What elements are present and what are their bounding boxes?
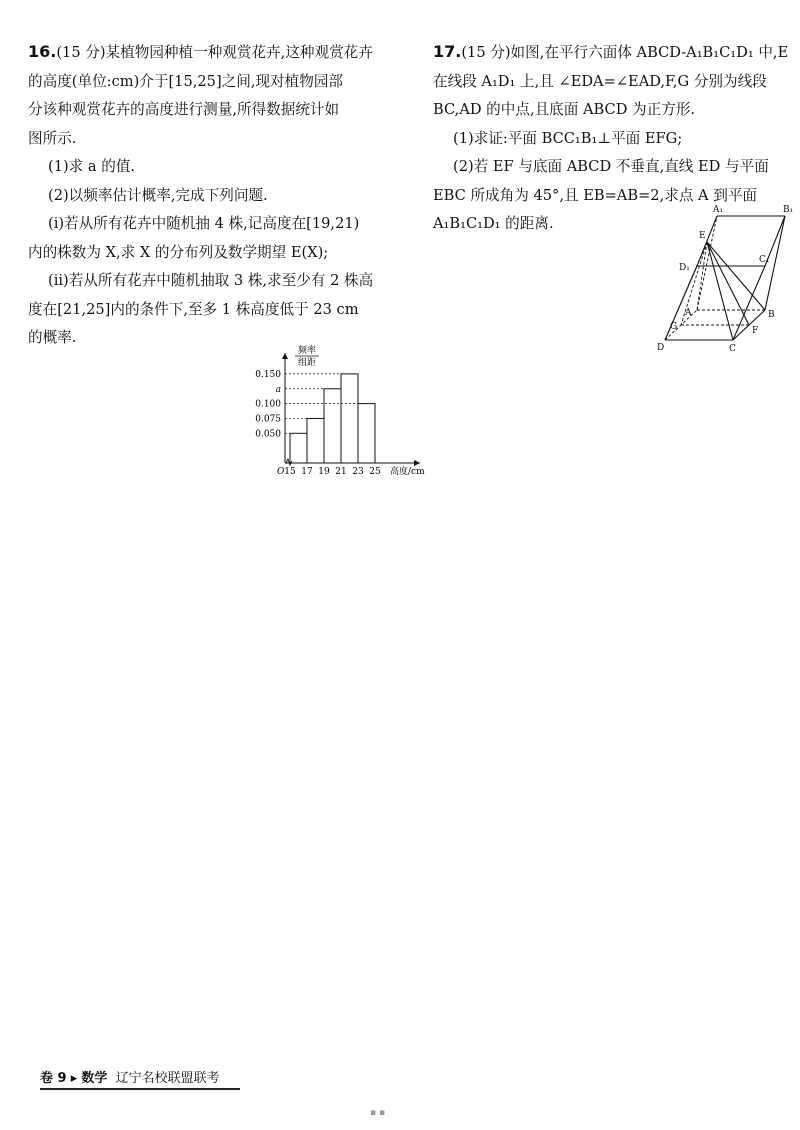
histogram-bar xyxy=(341,374,358,463)
q16-line-4: (1)求 a 的值. xyxy=(48,158,136,175)
y-tick-label: 0.050 xyxy=(255,429,281,440)
footer-divider xyxy=(40,1088,240,1090)
origin-label: O xyxy=(277,467,285,477)
q16-line-7: 内的株数为 X,求 X 的分布列及数学期望 E(X); xyxy=(28,243,329,261)
histogram-bar xyxy=(324,389,341,463)
q16-line-6: (i)若从所有花卉中随机抽 4 株,记高度在[19,21) xyxy=(48,215,360,232)
label-B: B xyxy=(768,310,775,320)
y-tick-label: 0.075 xyxy=(255,414,281,425)
label-E: E xyxy=(699,231,706,241)
label-F: F xyxy=(752,326,759,336)
footer-subject: 数学 xyxy=(81,1071,108,1086)
x-tick-label: 21 xyxy=(335,467,347,477)
q17-line-5: EBC 所成角为 45°,且 EB=AB=2,求点 A 到平面 xyxy=(433,186,758,204)
q16-number: 16. xyxy=(28,42,57,61)
footer xyxy=(40,1067,220,1086)
footer-volume: 卷 9 xyxy=(40,1071,67,1086)
q16-line-8: (ii)若从所有花卉中随机抽取 3 株,求至少有 2 株高 xyxy=(48,272,374,289)
x-tick-label: 17 xyxy=(301,467,313,477)
x-axis-arrow xyxy=(414,460,420,466)
label-C: C xyxy=(729,344,736,352)
q17-line-2: BC,AD 的中点,且底面 ABCD 为正方形. xyxy=(433,101,696,118)
q17-line-1: 在线段 A₁D₁ 上,且 ∠EDA=∠EAD,F,G 分别为线段 xyxy=(433,72,767,90)
parallelepiped-figure xyxy=(655,202,793,352)
x-tick-label: 23 xyxy=(352,467,364,477)
q16-line-1: 的高度(单位:cm)介于[15,25]之间,现对植物园部 xyxy=(28,72,344,90)
label-D: D xyxy=(657,343,665,352)
q17-line-6: A₁B₁C₁D₁ 的距离. xyxy=(433,215,554,232)
y-axis-label-bottom: 组距 xyxy=(297,358,317,368)
q17-line-4: (2)若 EF 与底面 ABCD 不垂直,直线 ED 与平面 xyxy=(453,158,769,175)
axis-break xyxy=(286,459,292,465)
q16-line-2: 分该种观赏花卉的高度进行测量,所得数据统计如 xyxy=(28,101,340,118)
histogram-bar xyxy=(358,404,375,463)
q17-line-3: (1)求证:平面 BCC₁B₁⊥平面 EFG; xyxy=(453,129,683,147)
q16-line-0: 16.(15 分)某植物园种植一种观赏花卉,这种观赏花卉 xyxy=(28,42,373,61)
label-D1: D₁ xyxy=(679,263,690,273)
x-tick-label: 19 xyxy=(318,467,330,477)
label-G: G xyxy=(670,322,678,332)
q16-line-5: (2)以频率估计概率,完成下列问题. xyxy=(48,186,268,204)
label-C1: C₁ xyxy=(759,255,770,265)
y-tick-label: a xyxy=(275,384,281,395)
q17-number: 17. xyxy=(433,42,462,61)
y-axis-label-top: 频率 xyxy=(297,346,317,356)
y-tick-label: 0.150 xyxy=(255,369,281,380)
label-A: A xyxy=(685,308,692,318)
y-tick-label: 0.100 xyxy=(255,399,281,410)
footer-arrow-icon: ▸ xyxy=(70,1071,78,1086)
q16-line-10: 的概率. xyxy=(28,329,77,346)
footer-publisher: 辽宁名校联盟联考 xyxy=(115,1071,220,1086)
frequency-histogram xyxy=(240,345,425,480)
x-axis-label: 高度/cm xyxy=(390,467,425,477)
page-marks: ▪ ▪ xyxy=(370,1108,386,1118)
label-A1: A₁ xyxy=(713,205,724,215)
label-B1: B₁ xyxy=(783,205,793,215)
histogram-bar xyxy=(290,433,307,463)
question-16 xyxy=(28,38,416,353)
q16-line-9: 度在[21,25]内的条件下,至多 1 株高度低于 23 cm xyxy=(28,300,359,318)
histogram-bar xyxy=(307,418,324,463)
y-axis-arrow xyxy=(282,353,288,359)
q17-line-0: 17.(15 分)如图,在平行六面体 ABCD-A₁B₁C₁D₁ 中,E xyxy=(433,42,789,61)
x-tick-label: 25 xyxy=(369,467,381,477)
x-tick-label: 15 xyxy=(284,467,296,477)
q16-line-3: 图所示. xyxy=(28,129,77,147)
